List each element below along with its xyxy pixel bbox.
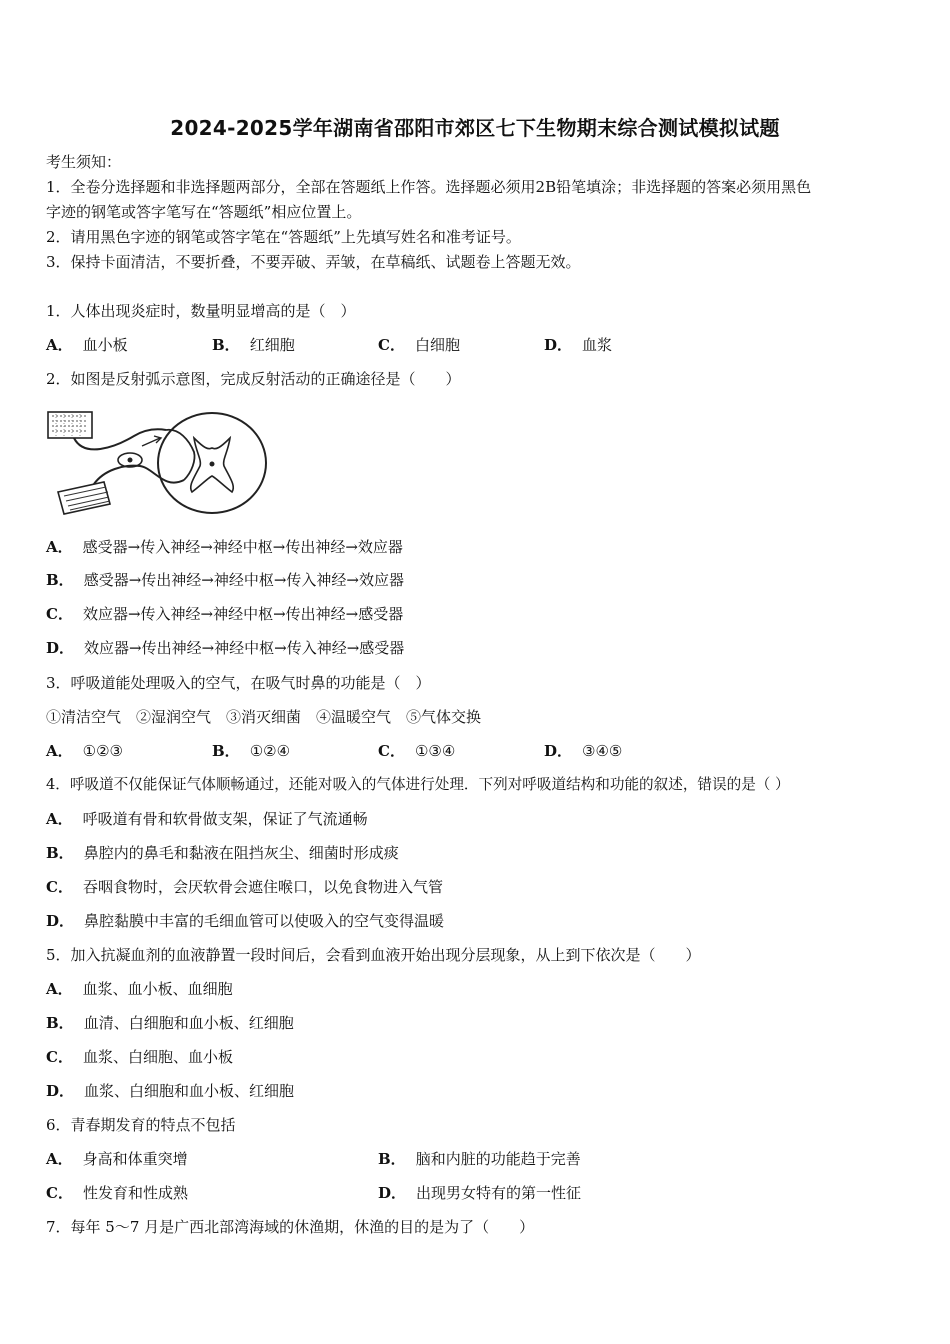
question-stem: 5．加入抗凝血剂的血液静置一段时间后，会看到血液开始出现分层现象，从上到下依次是（ ） [46, 946, 701, 964]
option-b[interactable] [212, 741, 290, 761]
notice-line: 3．保持卡面清洁，不要折叠，不要弄破、弄皱，在草稿纸、试题卷上答题无效。 [46, 253, 581, 271]
option-label: A． [46, 1150, 73, 1168]
option-label: A． [46, 980, 73, 998]
option-label: D． [46, 1082, 75, 1100]
option-text: 效应器→传入神经→神经中枢→传出神经→感受器 [82, 605, 404, 623]
question-sub-items: ①清洁空气 ②湿润空气 ③消灭细菌 ④温暖空气 ⑤气体交换 [46, 708, 482, 726]
option-a[interactable] [46, 335, 128, 355]
question-stem: 4．呼吸道不仅能保证气体顺畅通过，还能对吸入的气体进行处理．下列对呼吸道结构和功能的叙述，错误的是（ ） [46, 776, 790, 793]
option-label: C． [46, 1184, 73, 1202]
option-label: C． [378, 336, 405, 354]
option-text: 出现男女特有的第一性征 [416, 1184, 582, 1202]
option-label: C． [46, 1048, 73, 1066]
option-label: A． [46, 742, 73, 760]
page-title: 2024-2025学年湖南省邵阳市郊区七下生物期末综合测试模拟试题 [170, 116, 780, 140]
option-text: ③④⑤ [582, 742, 623, 760]
receptor-icon [48, 412, 92, 438]
option-d[interactable] [46, 911, 444, 931]
option-text: 血小板 [82, 336, 128, 354]
option-b[interactable] [378, 1149, 581, 1169]
option-d[interactable] [46, 1081, 294, 1101]
effector-icon [58, 482, 110, 514]
question-stem: 6．青春期发育的特点不包括 [46, 1116, 236, 1134]
option-text: 感受器→传入神经→神经中枢→传出神经→效应器 [82, 538, 403, 556]
option-label: A． [46, 336, 73, 354]
option-text: 呼吸道有骨和软骨做支架，保证了气流通畅 [82, 810, 368, 828]
option-text: 性发育和性成熟 [82, 1184, 188, 1202]
option-text: 感受器→传出神经→神经中枢→传入神经→效应器 [83, 571, 404, 589]
option-label: B． [212, 336, 240, 354]
option-text: 血浆、血小板、血细胞 [82, 980, 233, 998]
option-d[interactable] [544, 741, 622, 761]
option-label: B． [46, 1014, 74, 1032]
option-a[interactable] [46, 979, 233, 999]
notice-heading: 考生须知： [46, 153, 122, 171]
option-b[interactable] [46, 1013, 294, 1033]
option-text: 血浆、白细胞和血小板、红细胞 [84, 1082, 295, 1100]
option-text: 血清、白细胞和血小板、红细胞 [83, 1014, 294, 1032]
option-text: ①②④ [249, 742, 291, 760]
option-text: 血浆、白细胞、血小板 [82, 1048, 233, 1066]
option-text: 红细胞 [249, 336, 295, 354]
option-label: B． [378, 1150, 406, 1168]
option-text: 血浆 [582, 336, 613, 354]
option-text: 身高和体重突增 [82, 1150, 188, 1168]
notice-line: 1．全卷分选择题和非选择题两部分，全部在答题纸上作答。选择题必须用2B铅笔填涂；非选择题的答案必须用黑色 [46, 178, 812, 196]
question-stem: 2．如图是反射弧示意图，完成反射活动的正确途径是（ ） [46, 370, 461, 388]
option-d[interactable] [46, 638, 404, 658]
notice-line: 2．请用黑色字迹的钢笔或答字笔在“答题纸”上先填写姓名和准考证号。 [46, 228, 521, 246]
option-c[interactable] [46, 604, 403, 624]
option-label: A． [46, 810, 73, 828]
option-label: C． [46, 605, 73, 623]
reflex-arc-diagram [44, 408, 270, 518]
option-label: D． [46, 912, 75, 930]
option-label: D． [544, 742, 573, 760]
option-c[interactable] [378, 335, 460, 355]
option-b[interactable] [46, 843, 399, 863]
option-label: D． [544, 336, 573, 354]
option-label: D． [46, 639, 75, 657]
option-a[interactable] [46, 809, 368, 829]
option-d[interactable] [378, 1183, 581, 1203]
option-label: B． [212, 742, 240, 760]
option-text: 效应器→传出神经→神经中枢→传入神经→感受器 [84, 639, 405, 657]
option-b[interactable] [46, 570, 404, 590]
notice-line: 字迹的钢笔或答字笔写在“答题纸”相应位置上。 [46, 203, 362, 221]
option-d[interactable] [544, 335, 612, 355]
option-b[interactable] [212, 335, 295, 355]
option-a[interactable] [46, 1149, 188, 1169]
option-label: A． [46, 538, 73, 556]
option-text: 脑和内脏的功能趋于完善 [415, 1150, 581, 1168]
option-text: 鼻腔内的鼻毛和黏液在阻挡灰尘、细菌时形成痰 [83, 844, 399, 862]
option-a[interactable] [46, 741, 123, 761]
option-text: ①②③ [82, 742, 123, 760]
question-stem: 3．呼吸道能处理吸入的空气，在吸气时鼻的功能是（ ） [46, 674, 431, 692]
option-label: C． [378, 742, 405, 760]
option-c[interactable] [46, 1183, 188, 1203]
option-label: C． [46, 878, 73, 896]
option-text: 白细胞 [414, 336, 460, 354]
option-text: ①③④ [414, 742, 456, 760]
option-text: 鼻腔黏膜中丰富的毛细血管可以使吸入的空气变得温暖 [84, 912, 445, 930]
option-label: B． [46, 571, 74, 589]
option-text: 吞咽食物时，会厌软骨会遮住喉口，以免食物进入气管 [82, 878, 443, 896]
option-c[interactable] [378, 741, 455, 761]
option-c[interactable] [46, 1047, 233, 1067]
option-c[interactable] [46, 877, 443, 897]
option-label: B． [46, 844, 74, 862]
question-stem: 7．每年 5～7 月是广西北部湾海域的休渔期，休渔的目的是为了（ ） [46, 1218, 535, 1236]
question-stem: 1．人体出现炎症时，数量明显增高的是（ ） [46, 302, 356, 320]
option-a[interactable] [46, 537, 403, 557]
option-label: D． [378, 1184, 407, 1202]
